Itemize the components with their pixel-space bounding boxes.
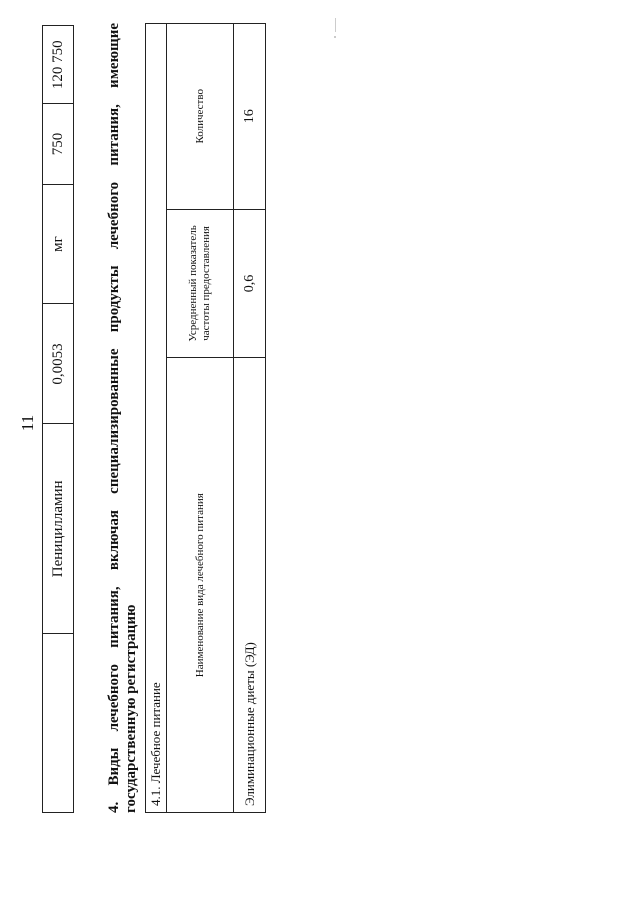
section-heading: 4. Виды лечебного питания, включая специализированные продукты лечебного питания, имеющие государственную регистрацию <box>106 23 139 813</box>
table-row <box>234 24 266 813</box>
table-row <box>146 24 167 813</box>
diet-name-cell: Элиминационные диеты (ЭД) <box>234 358 266 813</box>
table-cell: 0,0053 <box>43 304 74 424</box>
frequency-cell: 0,6 <box>234 209 266 358</box>
table-header-row <box>167 24 234 813</box>
drug-table-continuation <box>42 25 74 813</box>
column-header-quantity: Количество <box>167 24 234 210</box>
column-header-frequency: Усредненный показатель частоты предоставления <box>167 209 234 358</box>
therapeutic-nutrition-table <box>145 23 266 813</box>
column-header-name: Наименование вида лечебного питания <box>167 358 234 813</box>
table-cell: 750 <box>43 104 74 184</box>
page-number: 11 <box>18 414 37 432</box>
table-cell: 120 750 <box>43 26 74 104</box>
table-row <box>43 26 74 813</box>
unit-cell: мг <box>43 184 74 304</box>
quantity-cell: 16 <box>234 24 266 210</box>
drug-name-cell: Пеницилламин <box>43 424 74 634</box>
table-cell <box>43 634 74 813</box>
subsection-title: 4.1. Лечебное питание <box>146 24 167 813</box>
